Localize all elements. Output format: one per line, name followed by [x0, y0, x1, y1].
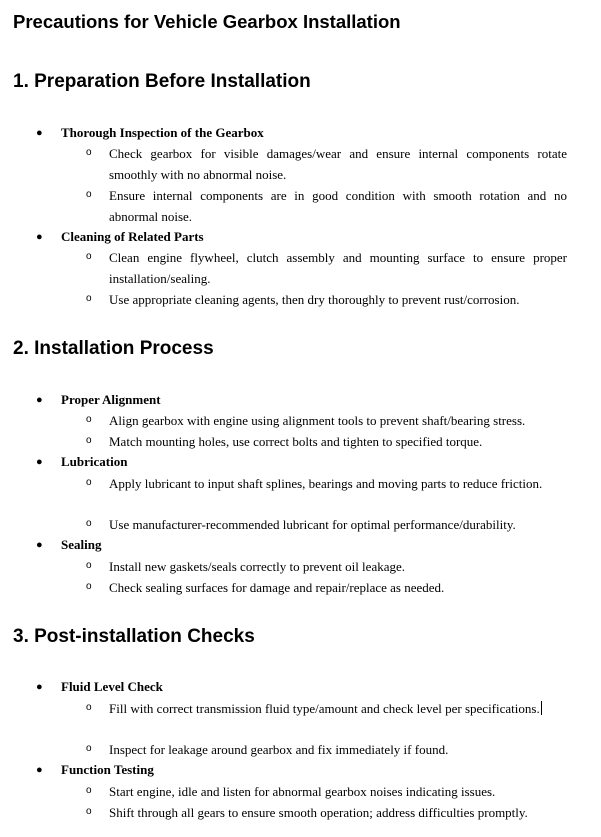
- topic-label-inspection: Thorough Inspection of the Gearbox: [61, 125, 264, 140]
- section-heading-preparation: 1. Preparation Before Installation: [13, 71, 311, 92]
- bullet-icon: ●: [36, 127, 43, 139]
- list-item: Apply lubricant to input shaft splines, bearings and moving parts to reduce friction.: [109, 476, 543, 491]
- list-item: Align gearbox with engine using alignment tools to prevent shaft/bearing stress.: [109, 413, 526, 428]
- sub-bullet-icon: o: [86, 560, 92, 571]
- topic-label-lubrication: Lubrication: [61, 454, 128, 469]
- list-item: Start engine, idle and listen for abnormal gearbox noises indicating issues.: [109, 784, 496, 799]
- section-heading-installation: 2. Installation Process: [13, 338, 214, 359]
- list-item: Clean engine flywheel, clutch assembly and mounting surface to ensure proper installation/sealing.: [109, 250, 567, 286]
- list-item: Inspect for leakage around gearbox and fix immediately if found.: [109, 742, 449, 757]
- topic-label-cleaning: Cleaning of Related Parts: [61, 229, 204, 244]
- sub-bullet-icon: o: [86, 518, 92, 529]
- sub-bullet-icon: o: [86, 477, 92, 488]
- bullet-icon: ●: [36, 539, 43, 551]
- list-item: Use appropriate cleaning agents, then dry thoroughly to prevent rust/corrosion.: [109, 292, 520, 307]
- topic-label-alignment: Proper Alignment: [61, 392, 161, 407]
- bullet-icon: ●: [36, 764, 43, 776]
- sub-bullet-icon: o: [86, 435, 92, 446]
- list-item-with-cursor: [109, 698, 567, 719]
- list-item: Ensure internal components are in good condition with smooth rotation and no abnormal noise.: [109, 188, 567, 224]
- sub-bullet-icon: o: [86, 414, 92, 425]
- list-item: Match mounting holes, use correct bolts and tighten to specified torque.: [109, 434, 483, 449]
- sub-bullet-icon: o: [86, 785, 92, 796]
- document-title: Precautions for Vehicle Gearbox Installation: [13, 11, 401, 32]
- sub-bullet-icon: o: [86, 581, 92, 592]
- sub-bullet-icon: o: [86, 293, 92, 304]
- sub-bullet-icon: o: [86, 147, 92, 158]
- section-heading-post-checks: 3. Post-installation Checks: [13, 626, 255, 647]
- sub-bullet-icon: o: [86, 702, 92, 713]
- topic-label-sealing: Sealing: [61, 537, 102, 552]
- list-item: Check gearbox for visible damages/wear and ensure internal components rotate smoothly with no abnormal noise.: [109, 146, 567, 182]
- list-item: Shift through all gears to ensure smooth operation; address difficulties promptly.: [109, 805, 528, 820]
- bullet-icon: ●: [36, 681, 43, 693]
- topic-label-fluid-level: Fluid Level Check: [61, 679, 163, 694]
- sub-bullet-icon: o: [86, 806, 92, 817]
- sub-bullet-icon: o: [86, 743, 92, 754]
- list-item: Check sealing surfaces for damage and repair/replace as needed.: [109, 580, 445, 595]
- sub-bullet-icon: o: [86, 251, 92, 262]
- bullet-icon: ●: [36, 231, 43, 243]
- list-item: Install new gaskets/seals correctly to prevent oil leakage.: [109, 559, 406, 574]
- topic-label-function-testing: Function Testing: [61, 762, 154, 777]
- list-item-text: Fill with correct transmission fluid type/amount and check level per specifications.: [109, 701, 540, 716]
- bullet-icon: ●: [36, 394, 43, 406]
- bullet-icon: ●: [36, 456, 43, 468]
- list-item: Use manufacturer-recommended lubricant for optimal performance/durability.: [109, 517, 516, 532]
- sub-bullet-icon: o: [86, 189, 92, 200]
- text-cursor: [541, 701, 542, 715]
